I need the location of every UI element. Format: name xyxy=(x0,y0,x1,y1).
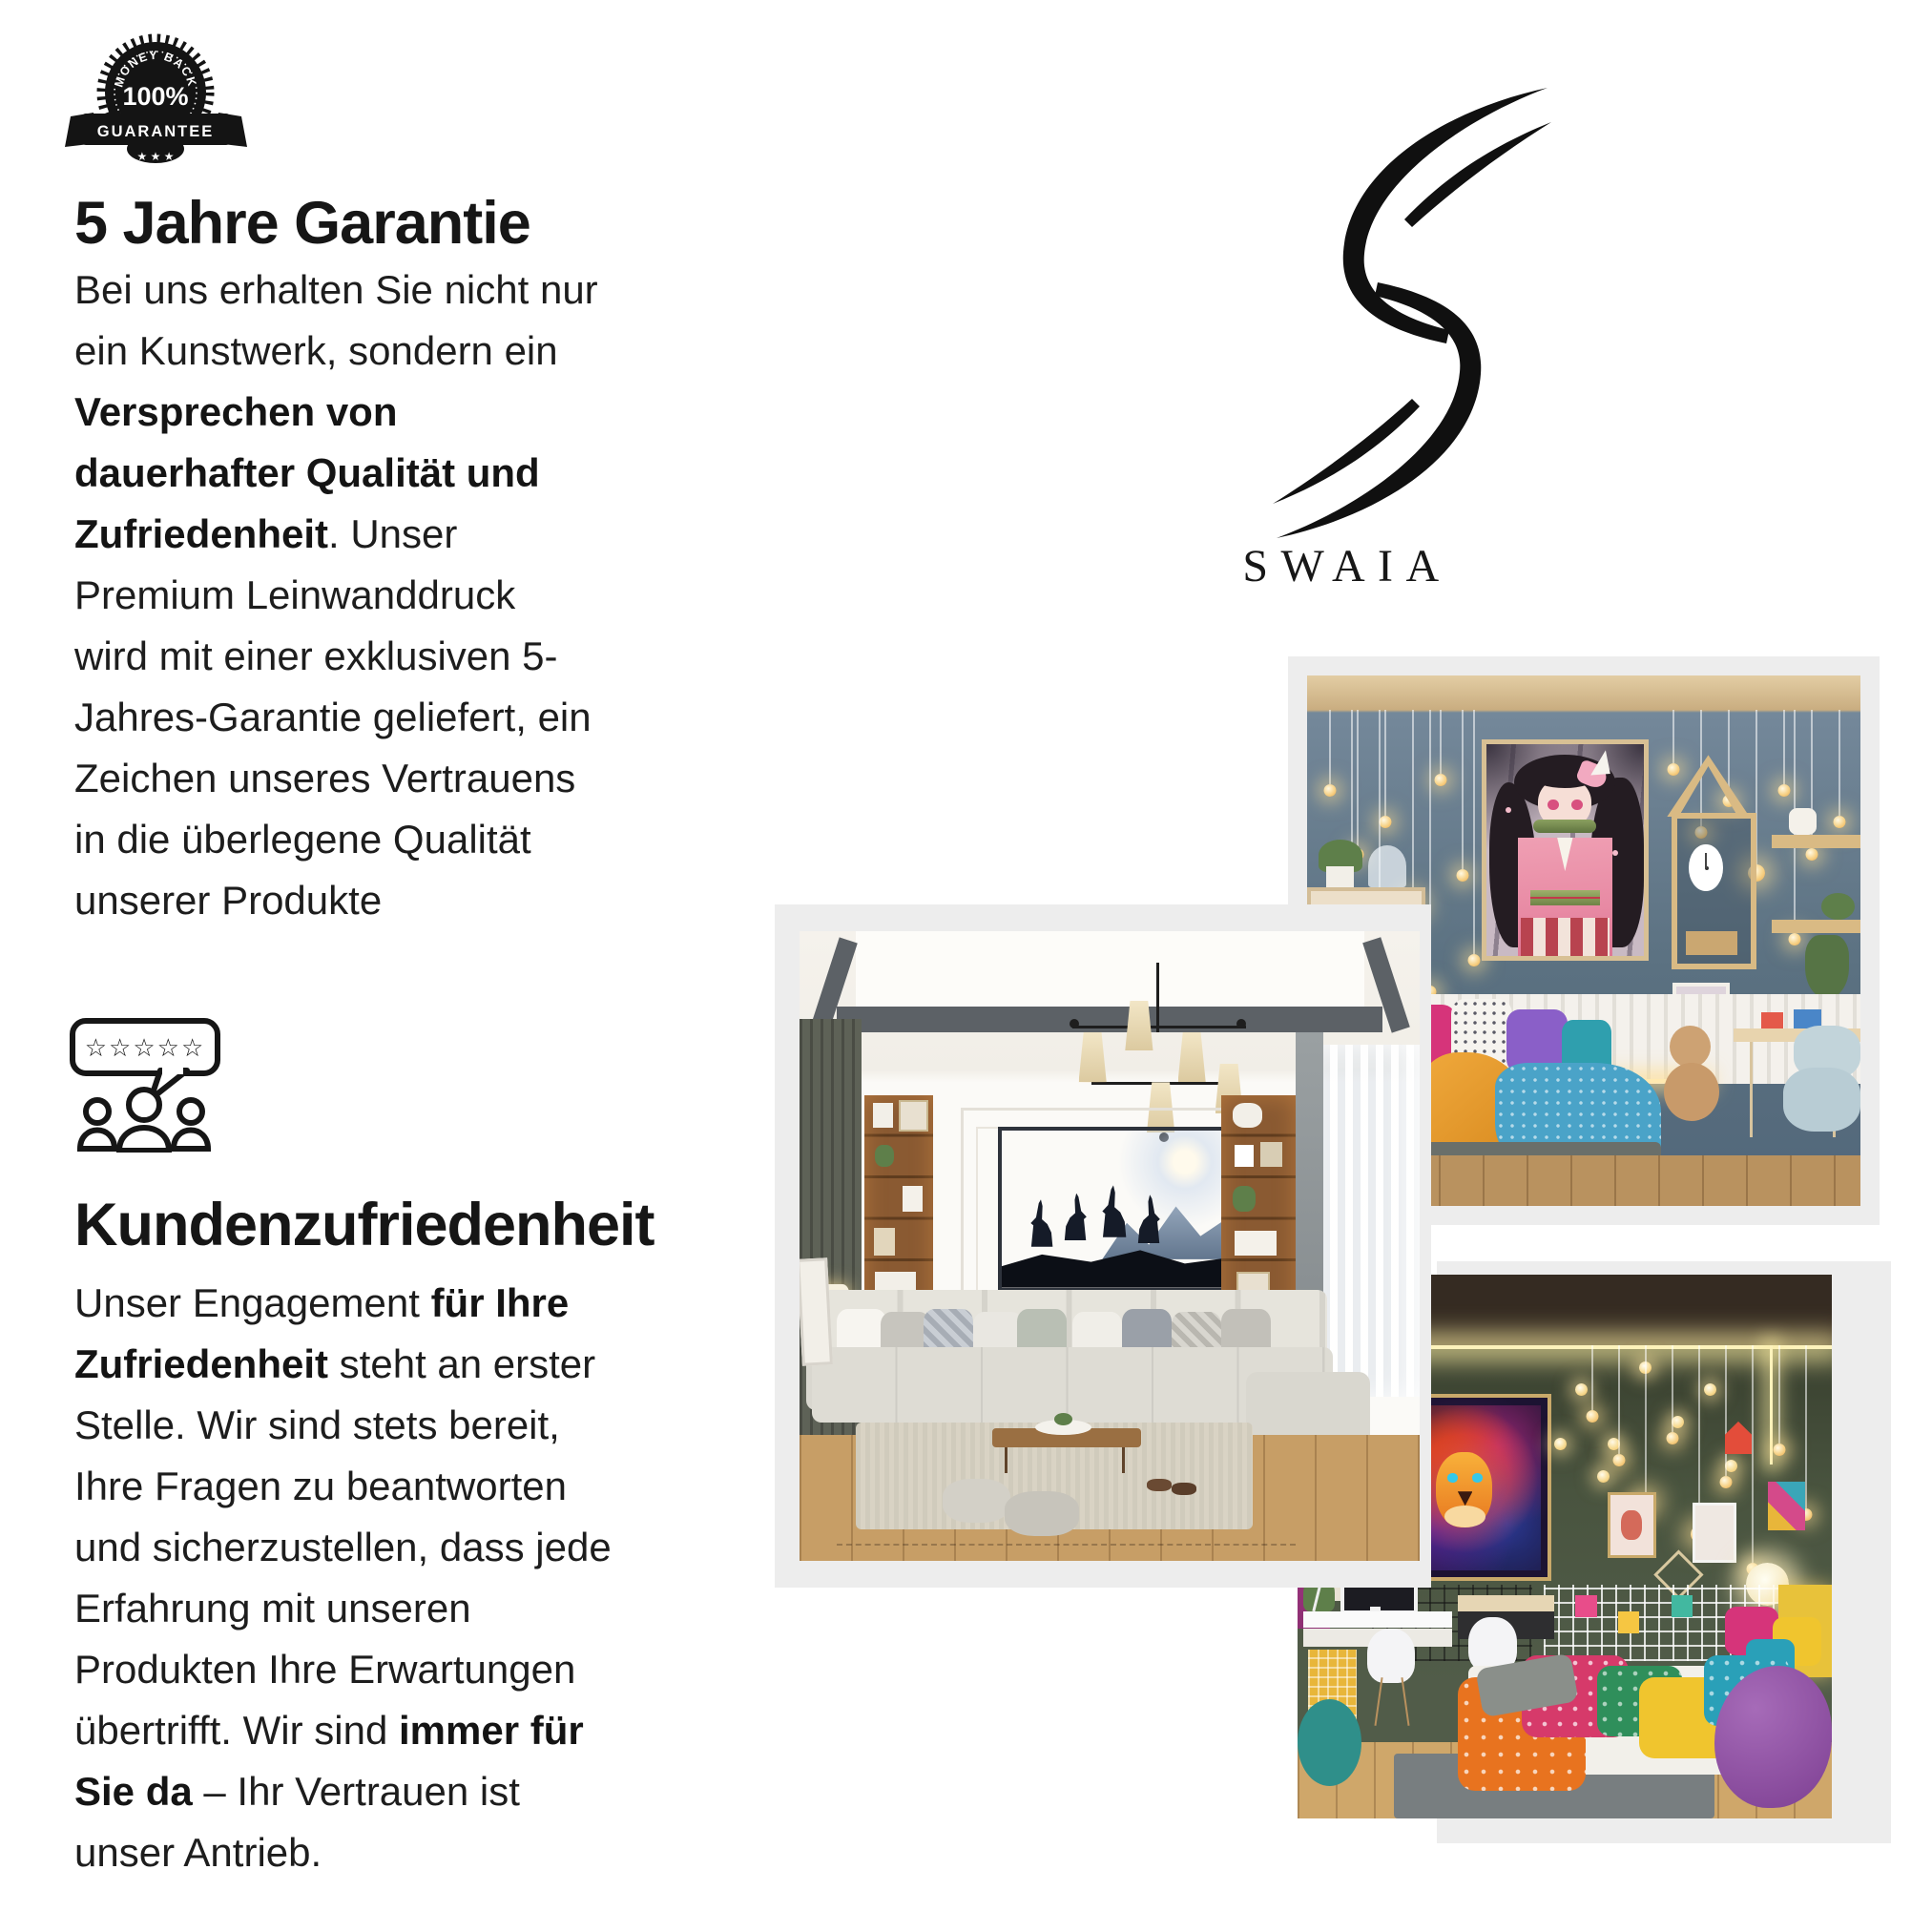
hanging-bulb xyxy=(1725,1345,1727,1476)
lion-muzzle xyxy=(1444,1506,1485,1527)
text-line: dauerhafter Qualität und xyxy=(74,450,540,495)
plant xyxy=(875,1145,894,1167)
text-line: Bei uns erhalten Sie nicht nur xyxy=(74,267,598,312)
text-line: Ihre Fragen zu beantworten xyxy=(74,1464,567,1508)
leaning-frame xyxy=(800,1257,833,1365)
badge-arc-text: MONEY BACK xyxy=(112,48,199,90)
icon-stars: ☆☆☆☆☆ xyxy=(84,1034,206,1063)
books xyxy=(873,1103,893,1128)
text-line: wird mit einer exklusiven 5- xyxy=(74,634,558,678)
hanging-bulb xyxy=(1783,710,1785,784)
hanging-bulb xyxy=(1618,1345,1620,1454)
wolf-silhouette xyxy=(1100,1185,1129,1236)
string-light xyxy=(1704,1383,1716,1396)
eye xyxy=(1548,800,1559,810)
grid-deco xyxy=(1575,1595,1596,1617)
grid-deco xyxy=(1672,1595,1693,1617)
shell-chair xyxy=(1367,1629,1415,1683)
plant-pot xyxy=(1326,866,1354,887)
floor-cushion xyxy=(943,1479,1011,1523)
shoes xyxy=(1172,1483,1196,1495)
text-line: Unser Engagement für Ihre xyxy=(74,1280,570,1325)
text-line: Sie da – Ihr Vertrauen ist xyxy=(74,1769,520,1814)
photo-living-room xyxy=(800,931,1420,1561)
lion-eye xyxy=(1447,1473,1457,1482)
text-line: Erfahrung mit unseren xyxy=(74,1586,471,1631)
books xyxy=(1235,1231,1277,1256)
money-back-badge-icon xyxy=(63,32,249,168)
teddy-bear-body xyxy=(1664,1063,1719,1121)
wolf-silhouette xyxy=(1028,1199,1055,1247)
canvas-artwork-wolves xyxy=(998,1127,1229,1292)
belt-cord xyxy=(1530,897,1600,899)
plant xyxy=(1233,1186,1255,1211)
mini-canvas xyxy=(1768,1482,1805,1530)
hanging-bulb xyxy=(1805,1345,1807,1508)
chair-leg xyxy=(1401,1677,1409,1726)
hanging-bulb xyxy=(1412,710,1414,901)
hanging-bulb xyxy=(1752,1345,1754,1563)
text-line: Jahres-Garantie geliefert, ein xyxy=(74,695,592,739)
shelf-books xyxy=(1686,931,1737,954)
desk xyxy=(1303,1611,1453,1628)
string-light xyxy=(1597,1470,1610,1483)
framed-photo xyxy=(899,1100,928,1132)
house-shelf-roof xyxy=(1667,755,1750,817)
customer-reviews-icon xyxy=(69,1017,233,1153)
decor-item xyxy=(874,1228,894,1256)
badge-stars: ★ ★ ★ xyxy=(136,150,175,163)
plant xyxy=(1054,1413,1073,1425)
checker-pattern xyxy=(1521,918,1610,956)
bean-bag-teal xyxy=(1298,1699,1361,1786)
petal xyxy=(1506,807,1511,813)
hanging-bulb xyxy=(1440,710,1442,774)
text-line: Premium Leinwanddruck xyxy=(74,572,516,617)
floor-cushion xyxy=(1005,1491,1079,1535)
petal xyxy=(1612,850,1618,856)
hanging-bulb xyxy=(1591,1345,1593,1410)
shoes xyxy=(1147,1479,1172,1491)
glass-dome xyxy=(1368,845,1407,887)
desk-chair-seat xyxy=(1783,1068,1860,1132)
ceiling-cove xyxy=(856,931,1364,1007)
brand-wordmark: SWAIA xyxy=(1242,541,1452,592)
hanging-bulb xyxy=(1778,1345,1780,1444)
wolf-silhouette xyxy=(1062,1194,1089,1241)
satisfaction-heading: Kundenzufriedenheit xyxy=(74,1192,654,1258)
wall-shelf xyxy=(1772,835,1860,848)
vase xyxy=(1235,1145,1254,1167)
small-frame xyxy=(1693,1503,1735,1563)
guarantee-heading: 5 Jahre Garantie xyxy=(74,190,530,257)
text-line: Zufriedenheit steht an erster xyxy=(74,1341,596,1386)
plant xyxy=(1821,893,1855,920)
hanging-plant xyxy=(1805,935,1849,999)
wall-shelf xyxy=(1772,920,1860,933)
hanging-bulb xyxy=(1473,710,1475,954)
pendant-shade xyxy=(1178,1032,1206,1083)
hanging-bulb xyxy=(1839,710,1840,816)
plate-decor xyxy=(1233,1103,1262,1128)
canvas-artwork-anime-girl xyxy=(1482,739,1649,961)
bamboo-muzzle xyxy=(1533,820,1596,833)
floor-marks xyxy=(837,1544,1296,1546)
hanging-bulb xyxy=(1672,1345,1673,1432)
decor-item xyxy=(1260,1142,1282,1167)
text-line: Zufriedenheit. Unser xyxy=(74,511,458,556)
text-line: in die überlegene Qualität xyxy=(74,817,531,862)
satisfaction-paragraph xyxy=(74,1273,612,1883)
hanging-bulb xyxy=(1357,710,1359,848)
hanging-bulb xyxy=(1645,1345,1647,1498)
pendant-shade xyxy=(1079,1032,1107,1083)
house-pendant xyxy=(1725,1422,1752,1454)
desk-item xyxy=(1761,1012,1783,1028)
small-frame xyxy=(1608,1492,1656,1558)
text-line: übertrifft. Wir sind immer für xyxy=(74,1708,584,1753)
chair-leg xyxy=(1374,1677,1382,1726)
chandelier-rod xyxy=(1072,1026,1246,1028)
guarantee-paragraph xyxy=(74,260,598,931)
text-line: Produkten Ihre Erwartungen xyxy=(74,1647,576,1692)
books xyxy=(903,1186,923,1211)
string-light xyxy=(1554,1438,1567,1450)
alarm-clock xyxy=(1689,844,1722,891)
hanging-bulb xyxy=(1384,710,1386,816)
grid-deco xyxy=(1618,1611,1639,1633)
text-line: Stelle. Wir sind stets bereit, xyxy=(74,1402,560,1447)
house-shelf xyxy=(1667,755,1750,962)
lion-eye xyxy=(1472,1473,1482,1482)
badge-percent: 100% xyxy=(122,82,189,111)
swaia-logo-s-icon xyxy=(1269,84,1555,542)
text-line: und sicherzustellen, dass jede xyxy=(74,1525,612,1569)
frame-art xyxy=(1621,1510,1642,1540)
desk-2 xyxy=(1458,1595,1554,1611)
window-sheer-curtain xyxy=(1315,1045,1421,1398)
clock-hand xyxy=(1705,853,1707,868)
text-line: Versprechen von xyxy=(74,389,398,434)
table-leg xyxy=(1005,1447,1008,1472)
desk-leg xyxy=(1750,1042,1753,1137)
chandelier-stem xyxy=(1156,963,1159,1032)
text-line: ein Kunstwerk, sondern ein xyxy=(74,328,558,373)
badge-ribbon-text: GUARANTEE xyxy=(96,123,215,140)
text-line: Zeichen unseres Vertrauens xyxy=(74,756,576,800)
hanging-bulb xyxy=(1329,710,1331,784)
hanging-bulb xyxy=(1462,710,1464,869)
vase xyxy=(1789,808,1817,835)
wolf-silhouette xyxy=(1135,1195,1162,1243)
text-line: unser Antrieb. xyxy=(74,1830,322,1875)
house-shelf-body xyxy=(1672,813,1756,969)
string-light xyxy=(1575,1383,1588,1396)
table-leg xyxy=(1122,1447,1125,1472)
text-line: unserer Produkte xyxy=(74,878,383,923)
eye xyxy=(1571,800,1583,810)
